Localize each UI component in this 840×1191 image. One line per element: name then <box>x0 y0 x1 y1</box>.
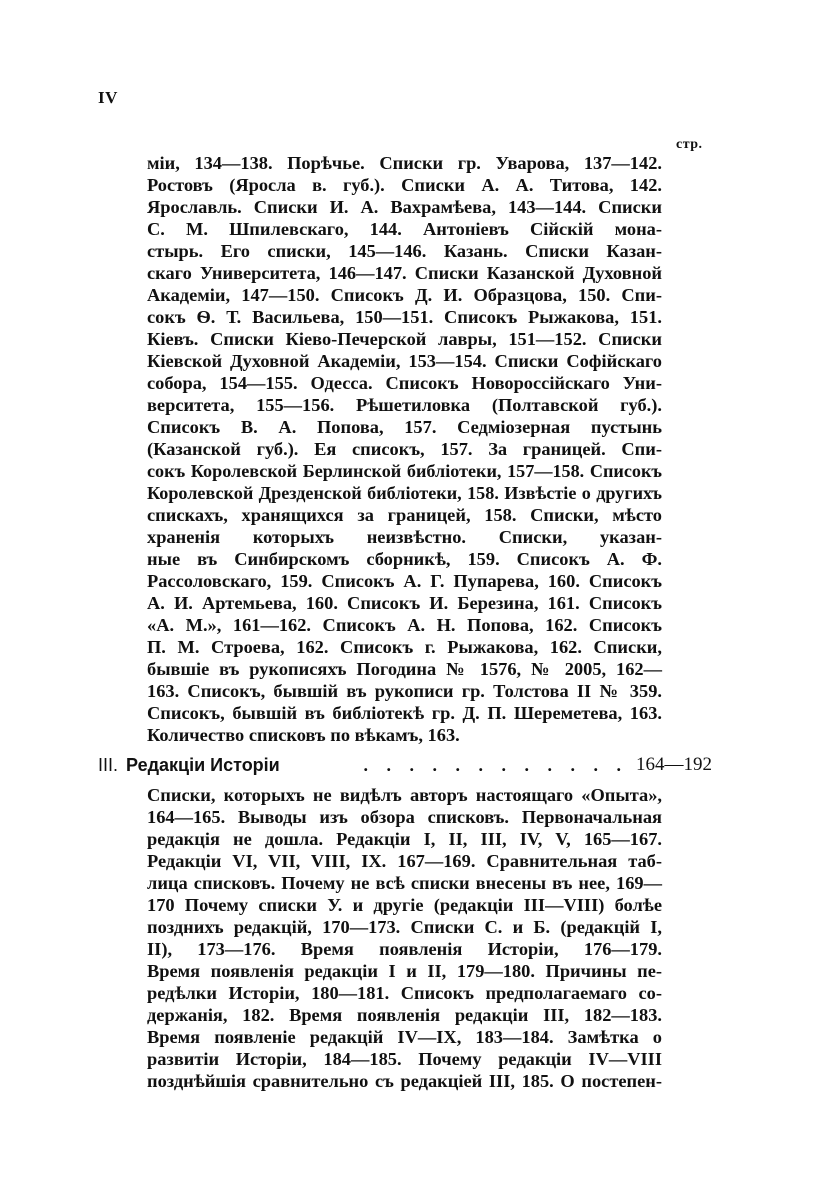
text-line: 164—165. Выводы изъ обзора списковъ. Первоначальная <box>147 807 662 827</box>
text-line: міи, 134—138. Порѣчье. Списки гр. Уварова, 137—142. <box>147 153 662 173</box>
section-title: Редакціи Исторіи <box>126 754 280 775</box>
text-line: скаго Университета, 146—147. Списки Казанской Духовной <box>147 263 662 283</box>
text-line: развитіи Исторіи, 184—185. Почему редакціи IV—VIII <box>147 1049 662 1069</box>
text-line: собора, 154—155. Одесса. Списокъ Новороссійскаго Уни- <box>147 373 662 393</box>
text-line: держанія, 182. Время появленія редакціи III, 182—183. <box>147 1005 662 1025</box>
text-line: С. М. Шпилевскаго, 144. Антоніевъ Сійскій мона- <box>147 219 662 239</box>
text-line: Количество списковъ по вѣкамъ, 163. <box>147 725 460 745</box>
text-line: позднихъ редакцій, 170—173. Списки С. и Б. (редакцій I, <box>147 917 662 937</box>
text-line: сокъ Королевской Берлинской библіотеки, 157—158. Списокъ <box>147 461 662 481</box>
text-line: А. И. Артемьева, 160. Списокъ И. Березина, 161. Списокъ <box>147 593 662 613</box>
text-line: Рассоловскаго, 159. Списокъ А. Г. Пупарева, 160. Списокъ <box>147 571 662 591</box>
text-line: бывшіе въ рукописяхъ Погодина № 1576, № 2005, 162— <box>147 659 662 679</box>
text-line: Время появленіе редакцій IV—IX, 183—184. Замѣтка о <box>147 1027 662 1047</box>
text-line: Время появленія редакціи I и II, 179—180. Причины пе- <box>147 961 662 981</box>
section-heading-iii <box>98 752 712 778</box>
text-line: спискахъ, хранящихся за границей, 158. Списки, мѣсто <box>147 505 662 525</box>
text-line: Кіевской Духовной Академіи, 153—154. Списки Софійскаго <box>147 351 662 371</box>
text-line: «А. М.», 161—162. Списокъ А. Н. Попова, 162. Списокъ <box>147 615 662 635</box>
text-line: Ярославль. Списки И. А. Вахрамѣева, 143—144. Списки <box>147 197 662 217</box>
text-line: сокъ Ѳ. Т. Васильева, 150—151. Списокъ Рыжакова, 151. <box>147 307 662 327</box>
toc-entry-section-2-continued <box>147 152 662 746</box>
text-line: Списки, которыхъ не видѣлъ авторъ настоящаго «Опыта», <box>147 785 662 805</box>
text-line: верситета, 155—156. Рѣшетиловка (Полтавской губ.). <box>147 395 662 415</box>
text-line: редѣлки Исторіи, 180—181. Списокъ предполагаемаго со- <box>147 983 662 1003</box>
dot-leader: . . . . . . . . . . . . <box>363 754 628 775</box>
section-number: III. <box>98 754 119 775</box>
column-label-pages: стр. <box>676 137 703 152</box>
text-line: 163. Списокъ, бывшій въ рукописи гр. Толстова II № 359. <box>147 681 662 701</box>
page-number: IV <box>98 88 118 107</box>
text-line: Ростовъ (Яросла в. губ.). Списки А. А. Титова, 142. <box>147 175 662 195</box>
text-line: ные въ Синбирскомъ сборникѣ, 159. Списокъ А. Ф. <box>147 549 662 569</box>
text-line: Академіи, 147—150. Списокъ Д. И. Образцова, 150. Спи- <box>147 285 662 305</box>
text-line: храненія которыхъ неизвѣстно. Списки, указан- <box>147 527 662 547</box>
text-line: (Казанской губ.). Ея списокъ, 157. За границей. Спи- <box>147 439 662 459</box>
text-line: лица списковъ. Почему не всѣ списки внесены въ нее, 169— <box>147 873 662 893</box>
text-line: II), 173—176. Время появленія Исторіи, 176—179. <box>147 939 662 959</box>
text-line: Королевской Дрезденской библіотеки, 158. Извѣстіе о другихъ <box>147 483 662 503</box>
text-line: Списокъ В. А. Попова, 157. Седміозерная пустынь <box>147 417 662 437</box>
text-line: П. М. Строева, 162. Списокъ г. Рыжакова, 162. Списки, <box>147 637 662 657</box>
text-line: Списокъ, бывшій въ библіотекѣ гр. Д. П. Шереметева, 163. <box>147 703 662 723</box>
text-line: 170 Почему списки У. и другіе (редакціи III—VIII) болѣе <box>147 895 662 915</box>
text-line: позднѣйшія сравнительно съ редакціей III, 185. О постепен- <box>147 1071 662 1091</box>
text-line: Редакціи VI, VII, VIII, IX. 167—169. Сравнительная таб- <box>147 851 662 871</box>
text-line: редакція не дошла. Редакціи I, II, III, IV, V, 165—167. <box>147 829 662 849</box>
text-line: стырь. Его списки, 145—146. Казань. Списки Казан- <box>147 241 662 261</box>
text-line: Кіевъ. Списки Кіево-Печерской лавры, 151—152. Списки <box>147 329 662 349</box>
section-page-range: 164—192 <box>636 754 712 775</box>
toc-entry-section-3 <box>147 784 662 1092</box>
